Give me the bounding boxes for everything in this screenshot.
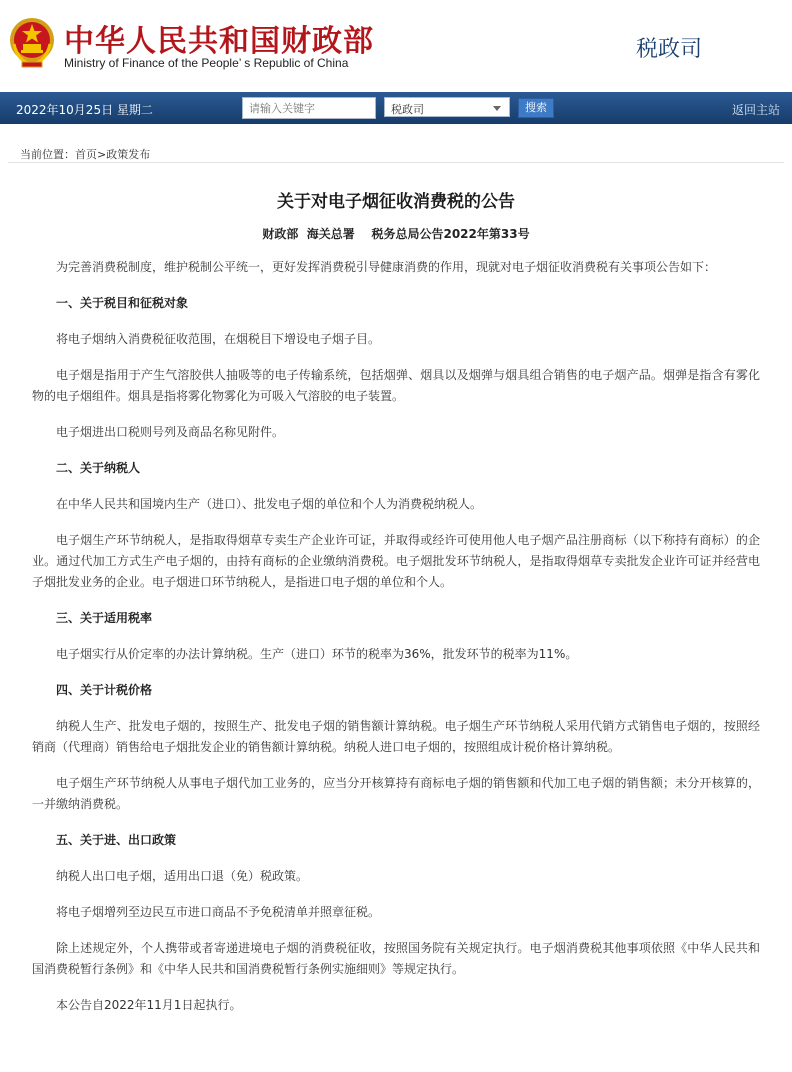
section-heading: 三、关于适用税率	[56, 611, 153, 625]
article-paragraph: 除上述规定外，个人携带或者寄递进境电子烟的消费税征收，按照国务院有关规定执行。电子烟消费税其他事项依照《中华人民共和国消费税暂行条例》和《中华人民共和国消费税暂行条例实施细则》等规定执行。	[32, 941, 760, 976]
section-heading: 一、关于税目和征税对象	[56, 296, 189, 310]
article-paragraphs	[32, 257, 760, 1016]
article-paragraph: 纳税人出口电子烟，适用出口退（免）税政策。	[56, 869, 309, 883]
search-button[interactable]: 搜索	[518, 98, 554, 118]
current-date: 2022年10月25日 星期二	[16, 103, 153, 117]
article-paragraph: 电子烟是指用于产生气溶胶供人抽吸等的电子传输系统，包括烟弹、烟具以及烟弹与烟具组合销售的电子烟产品。烟弹是指含有雾化物的电子烟组件。烟具是指将雾化物雾化为可吸入气溶胶的电子装置。	[32, 368, 760, 403]
article-paragraph: 为完善消费税制度，维护税制公平统一，更好发挥消费税引导健康消费的作用，现就对电子烟征收消费税有关事项公告如下：	[56, 260, 717, 274]
article-paragraph: 本公告自2022年11月1日起执行。	[56, 998, 242, 1012]
article-paragraph: 电子烟生产环节纳税人从事电子烟代加工业务的，应当分开核算持有商标电子烟的销售额和代加工电子烟的销售额；未分开核算的，一并缴纳消费税。	[32, 776, 760, 811]
article-paragraph: 电子烟生产环节纳税人，是指取得烟草专卖生产企业许可证，并取得或经许可使用他人电子烟产品注册商标（以下称持有商标）的企业。通过代加工方式生产电子烟的，由持有商标的企业缴纳消费税。电子烟批发环节纳税人，是指取得烟草专卖批发企业许可证并经营电子烟批发业务的企业。电子烟进口环节纳税人，是指进口电子烟的单位和个人。	[32, 533, 760, 589]
top-navbar	[0, 92, 792, 124]
article-paragraph: 将电子烟增列至边民互市进口商品不予免税清单并照章征税。	[56, 905, 381, 919]
national-emblem-icon	[8, 14, 56, 70]
breadcrumb	[8, 124, 784, 163]
article-issuer: 财政部 海关总署 税务总局公告2022年第33号	[262, 227, 530, 241]
article-paragraph: 电子烟实行从价定率的办法计算纳税。生产（进口）环节的税率为36%，批发环节的税率为11%。	[56, 647, 578, 661]
back-to-main-link[interactable]: 返回主站	[732, 103, 781, 117]
article-paragraph: 在中华人民共和国境内生产（进口）、批发电子烟的单位和个人为消费税纳税人。	[56, 497, 483, 511]
article-paragraph: 纳税人生产、批发电子烟的，按照生产、批发电子烟的销售额计算纳税。电子烟生产环节纳税人采用代销方式销售电子烟的，按照经销商（代理商）销售给电子烟批发企业的销售额计算纳税。纳税人进口电子烟的，按照组成计税价格计算纳税。	[32, 719, 760, 754]
select-value: 税政司	[391, 103, 424, 116]
breadcrumb-prefix: 当前位置：	[20, 148, 75, 161]
ministry-title-en: Ministry of Finance of the People’ s Republic of China	[64, 56, 349, 70]
site-header	[0, 0, 792, 92]
department-select[interactable]	[384, 97, 510, 117]
article-body	[0, 187, 792, 1016]
section-heading: 二、关于纳税人	[56, 461, 141, 475]
section-heading: 五、关于进、出口政策	[56, 833, 177, 847]
breadcrumb-home-link[interactable]: 首页	[75, 148, 97, 161]
ministry-title-cn: 中华人民共和国财政部	[64, 24, 374, 59]
section-heading: 四、关于计税价格	[56, 683, 153, 697]
breadcrumb-separator: >	[97, 148, 107, 161]
search-input[interactable]	[242, 97, 376, 119]
article-title: 关于对电子烟征收消费税的公告	[277, 192, 515, 212]
department-name: 税政司	[636, 37, 703, 62]
chevron-down-icon	[493, 106, 501, 111]
article-paragraph: 将电子烟纳入消费税征收范围，在烟税目下增设电子烟子目。	[56, 332, 381, 346]
article-paragraph: 电子烟进出口税则号列及商品名称见附件。	[56, 425, 285, 439]
breadcrumb-current-link[interactable]: 政策发布	[106, 148, 151, 161]
